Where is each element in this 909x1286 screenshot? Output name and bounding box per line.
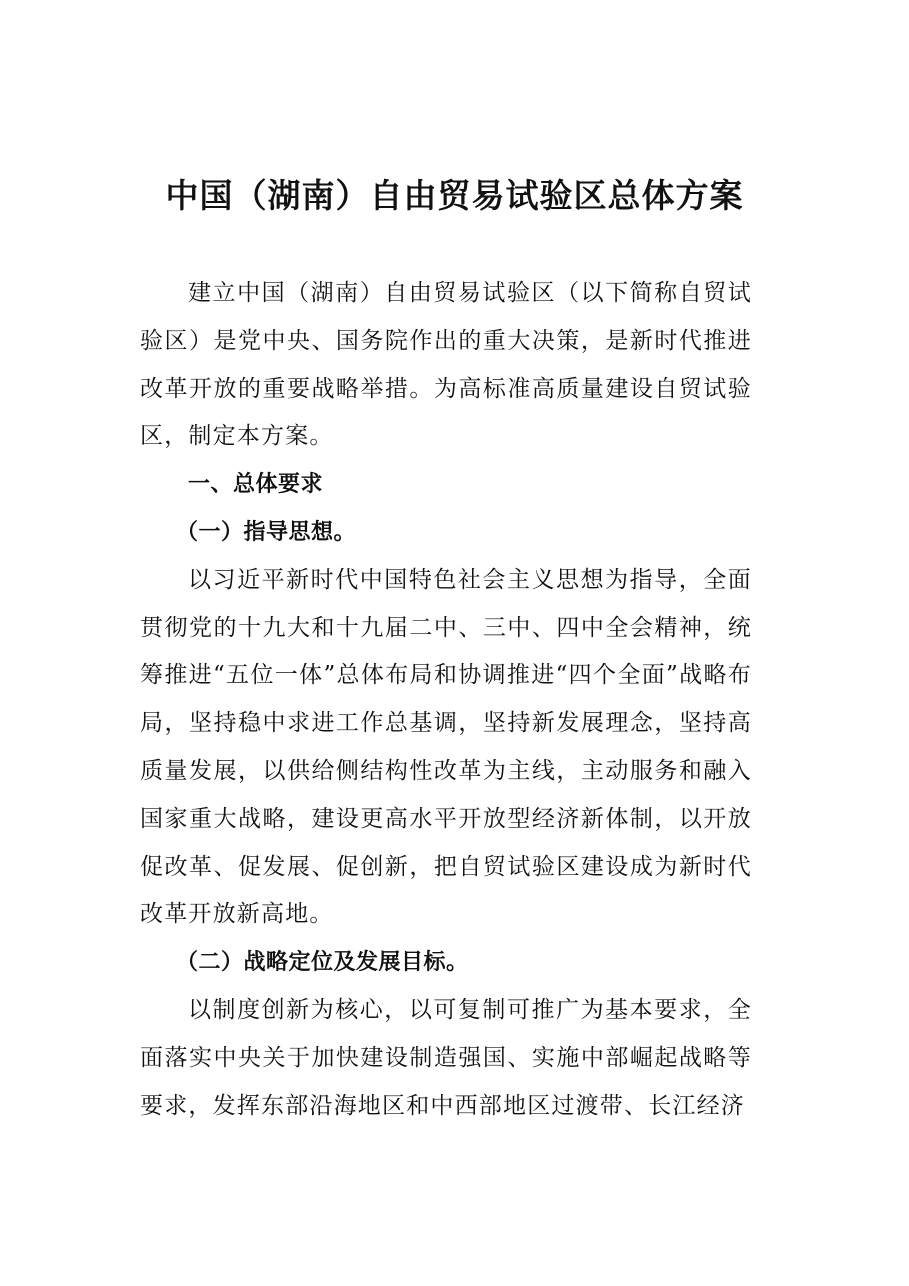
subsection-heading-guiding-ideology: （一）指导思想。 <box>176 518 357 545</box>
section-heading-general-requirements: 一、总体要求 <box>188 472 324 498</box>
intro-paragraph: 建立中国（湖南）自由贸易试验区（以下简称自贸试验区）是党中央、国务院作出的重大决策，是新时代推进改革开放的重要战略举措。为高标准高质量建设自贸试验区，制定本方案。 <box>140 280 752 450</box>
guiding-ideology-paragraph: 以习近平新时代中国特色社会主义思想为指导，全面贯彻党的十九大和十九届二中、三中、四中全会精神，统筹推进“五位一体”总体布局和协调推进“四个全面”战略布局，坚持稳中求进工作总基调，坚持新发展理念，坚持高质量发展，以供给侧结构性改革为主线，主动服务和融入国家重大战略，建设更高水平开放型经济新体制，以开放促改革、促发展、促创新，把自贸试验区建设成为新时代改革开放新高地。 <box>140 566 752 928</box>
strategic-positioning-paragraph: 以制度创新为核心，以可复制可推广为基本要求，全面落实中央关于加快建设制造强国、实施中部崛起战略等要求，发挥东部沿海地区和中西部地区过渡带、长江经济 <box>140 996 752 1119</box>
document-body <box>140 270 752 1130</box>
document-title: 中国（湖南）自由贸易试验区总体方案 <box>165 176 744 215</box>
subsection-heading-strategic-positioning: （二）战略定位及发展目标。 <box>176 949 469 976</box>
